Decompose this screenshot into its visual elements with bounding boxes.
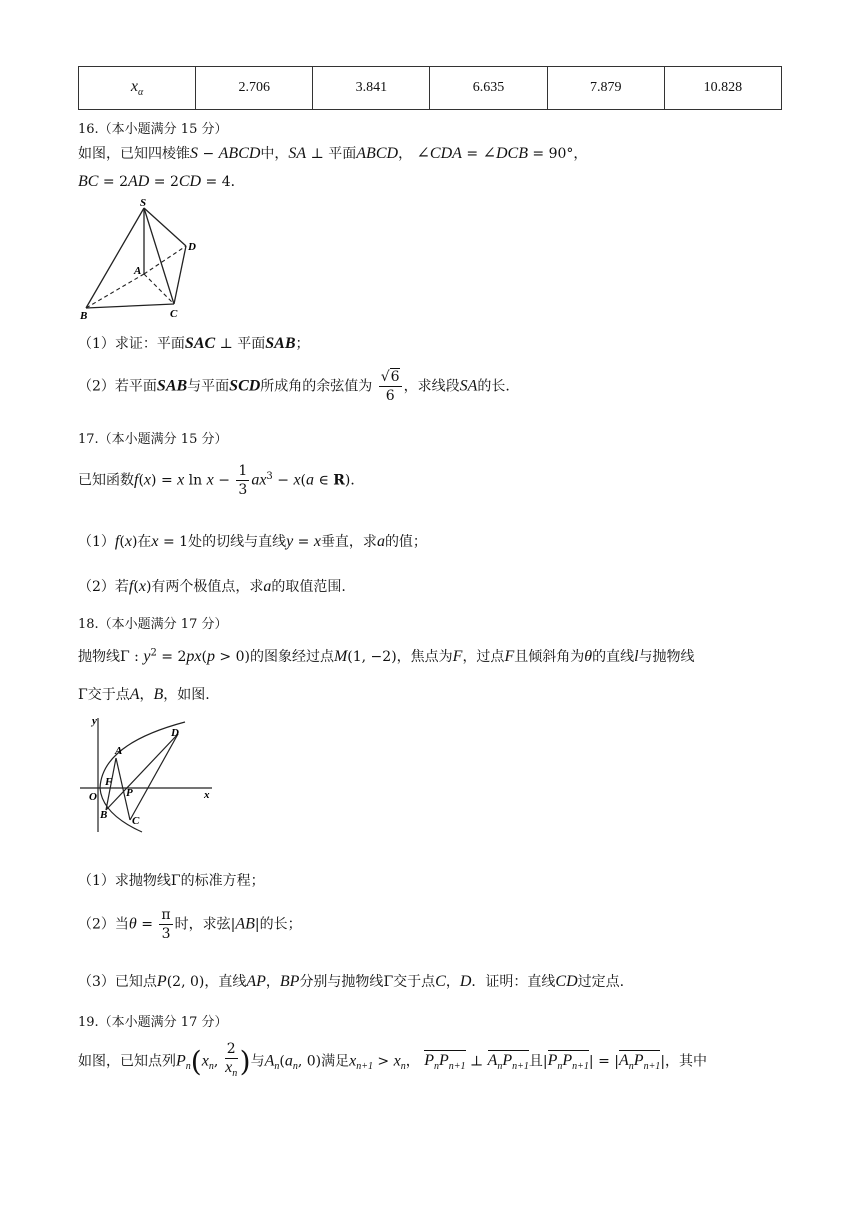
q16-statement-line2: BC = 2AD = 2CD = 4．	[78, 173, 245, 190]
table-cell: 6.635	[430, 67, 547, 110]
table-row-label: $x_\alpha$	[79, 67, 196, 110]
q17-sub1: （1）f(x)在x = 1处的切线与直线y = x垂直，求a的值；	[78, 533, 427, 550]
critical-value-table	[78, 66, 782, 110]
edge-AD	[144, 246, 186, 274]
table-cell: 2.706	[196, 67, 313, 110]
q18-sub3: （3）已知点P(2, 0)，直线AP，BP分别与抛物线Γ交于点C，D．证明：直线CD过定点.	[78, 973, 625, 990]
pyramid-figure	[78, 196, 208, 322]
label-D: D	[171, 727, 179, 739]
q19-heading: 19.（本小题满分 17 分）	[78, 1015, 228, 1030]
table-cell: 10.828	[664, 67, 781, 110]
q18-sub2: （2）当θ = $\frac{\pi}{3}$ 时，求弦|AB|的长；	[78, 907, 302, 942]
q17-statement: 已知函数f(x) = x ln x − $\frac{1}{3}$ $ax^3 - x(a$ ∈ R)．	[78, 463, 365, 498]
label-B: B	[100, 809, 108, 821]
edge-BC	[86, 304, 174, 308]
label-y: y	[92, 715, 97, 727]
edge-CD	[174, 246, 186, 304]
label-S: S	[140, 197, 147, 209]
q18-heading: 18.（本小题满分 17 分）	[78, 617, 228, 632]
label-A: A	[134, 265, 142, 277]
q19-statement: 如图，已知点列$P_n(x_n$, $\frac{2}{x_n}$ )与$A_n(a_n$, 0)满足$x_{n+1} > x_n$， $P_nP_{n+1}$ ⊥ $A_nP_{n+1}$且$|P_nP_{n+1}| = |A_nP_{n+1}|$，其中	[78, 1041, 708, 1079]
table-cell: 7.879	[547, 67, 664, 110]
q17-sub2: （2）若f(x)有两个极值点，求a的取值范围.	[78, 578, 346, 595]
label-P: P	[126, 787, 133, 799]
parabola-figure	[80, 714, 220, 834]
label-x: x	[204, 789, 210, 801]
q16-statement-line1: 如图，已知四棱锥S − ABCD中，SA ⊥ 平面ABCD， ∠CDA = ∠DCB = 90°，	[78, 145, 588, 162]
label-C: C	[170, 308, 178, 320]
label-O: O	[89, 791, 97, 803]
table-cell: 3.841	[313, 67, 430, 110]
label-A: A	[115, 745, 123, 757]
table-row	[79, 67, 782, 110]
label-B: B	[80, 310, 88, 322]
edge-AB	[86, 274, 144, 308]
q16-heading: 16.（本小题满分 15 分）	[78, 122, 228, 137]
cosine-fraction: $\frac{√6}{6}$	[380, 369, 400, 404]
q17-heading: 17.（本小题满分 15 分）	[78, 432, 228, 447]
q18-sub1: （1）求抛物线Γ的标准方程；	[78, 873, 265, 889]
edge-SB	[86, 208, 144, 308]
q16-sub2: （2）若平面SAB与平面SCD所成角的余弦值为 $\frac{√6}{6}$ ，求线段SA的长.	[78, 369, 510, 404]
label-F: F	[105, 776, 113, 788]
label-C: C	[132, 815, 140, 827]
q16-sub1: （1）求证：平面SAC ⊥ 平面SAB；	[78, 335, 310, 352]
q18-statement-line2: Γ交于点A，B，如图.	[78, 686, 210, 703]
q18-statement-line1: 抛物线Γ : $y^2 = 2px(p > 0)$的图象经过点M(1, −2)，焦点为F，过点F且倾斜角为θ的直线l与抛物线	[78, 647, 695, 665]
label-D: D	[188, 241, 196, 253]
